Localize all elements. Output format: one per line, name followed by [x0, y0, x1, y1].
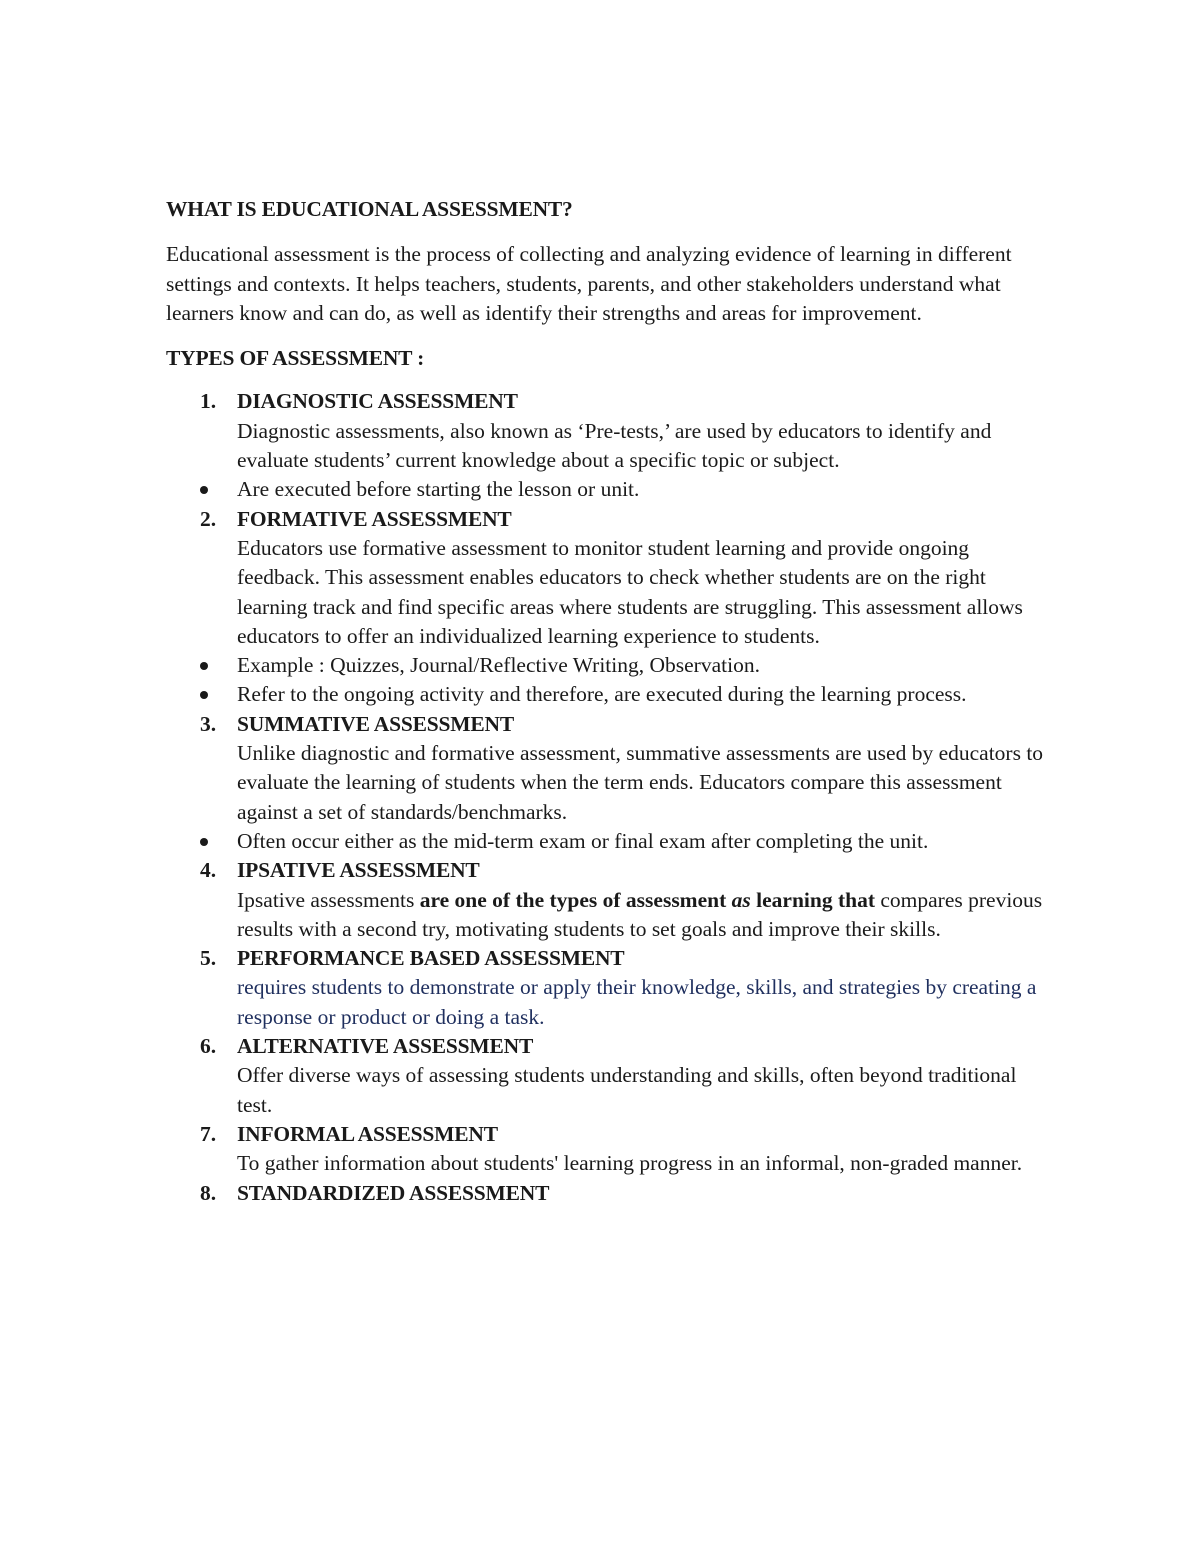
item-heading: SUMMATIVE ASSESSMENT [237, 711, 514, 736]
bullet-text: Example : Quizzes, Journal/Reflective Writing, Observation. [237, 653, 760, 678]
item-number: 3. [200, 711, 217, 736]
bullet-icon [200, 662, 208, 670]
bullet-list [166, 651, 1046, 710]
ipsative-desc-part2: compares previous results with a second try, motivating students to set goals and improve their skills. [237, 887, 1043, 941]
assessment-item-alternative [166, 1032, 1046, 1120]
assessment-item-standardized [166, 1179, 1046, 1208]
types-heading: TYPES OF ASSESSMENT : [166, 346, 425, 371]
item-description: requires students to demonstrate or apply their knowledge, skills, and strategies by creating a response or product or doing a task. [237, 975, 1037, 1029]
bullet-icon [200, 486, 208, 494]
document-title: WHAT IS EDUCATIONAL ASSESSMENT? [166, 197, 573, 221]
bullet-item [166, 651, 1046, 680]
ipsative-desc-part1: Ipsative assessments [237, 887, 420, 912]
bullet-text: Often occur either as the mid-term exam or final exam after completing the unit. [237, 828, 929, 853]
item-heading: STANDARDIZED ASSESSMENT [237, 1180, 550, 1205]
item-number: 5. [200, 946, 217, 971]
item-heading: IPSATIVE ASSESSMENT [237, 858, 480, 883]
bullet-item [166, 827, 1046, 856]
bullet-item [166, 475, 1046, 504]
assessment-item-performance [166, 944, 1046, 1032]
item-number: 2. [200, 506, 217, 531]
ipsative-desc-bold1: are one of the types of assessment [419, 887, 732, 912]
item-number: 4. [200, 858, 217, 883]
bullet-item [166, 680, 1046, 709]
bullet-text: Refer to the ongoing activity and therefore, are executed during the learning process. [237, 682, 967, 707]
bullet-text: Are executed before starting the lesson or unit. [237, 477, 640, 502]
ipsative-desc-italic: as [731, 887, 751, 912]
item-number: 6. [200, 1034, 217, 1059]
document-page [166, 195, 1046, 1208]
item-heading: INFORMAL ASSESSMENT [237, 1121, 498, 1146]
item-heading: ALTERNATIVE ASSESSMENT [237, 1034, 534, 1059]
ipsative-desc-bold2: learning that [750, 887, 875, 912]
item-heading: FORMATIVE ASSESSMENT [237, 506, 512, 531]
item-description: Unlike diagnostic and formative assessment, summative assessments are used by educators to evaluate the learning of students when the term ends. Educators compare this assessment against a set of standards/benchmarks. [237, 741, 1044, 824]
item-description: Diagnostic assessments, also known as ‘Pre-tests,’ are used by educators to identify and evaluate students’ current knowledge about a specific topic or subject. [237, 418, 992, 473]
bullet-list [166, 827, 1046, 856]
assessment-item-summative [166, 710, 1046, 827]
bullet-icon [200, 838, 208, 846]
bullet-list [166, 475, 1046, 504]
item-number: 8. [200, 1180, 217, 1205]
item-description: Educators use formative assessment to monitor student learning and provide ongoing feedback. This assessment enables educators to check whether students are on the right learning track and find specific areas where students are struggling. This assessment allows educators to offer an individualized learning experience to students. [237, 535, 1023, 648]
assessment-item-ipsative [166, 856, 1046, 944]
item-description: Offer diverse ways of assessing students understanding and skills, often beyond traditional test. [237, 1063, 1017, 1117]
intro-paragraph: Educational assessment is the process of collecting and analyzing evidence of learning in different settings and contexts. It helps teachers, students, parents, and other stakeholders understand what learners know and can do, as well as identify their strengths and areas for improvement. [166, 242, 1012, 325]
item-number: 1. [200, 389, 217, 414]
assessment-item-diagnostic [166, 387, 1046, 475]
item-heading: DIAGNOSTIC ASSESSMENT [237, 389, 518, 414]
bullet-icon [200, 691, 208, 699]
assessment-item-formative [166, 505, 1046, 651]
item-heading: PERFORMANCE BASED ASSESSMENT [237, 946, 625, 971]
assessment-item-informal [166, 1120, 1046, 1179]
item-description [237, 886, 1046, 945]
item-description: To gather information about students' learning progress in an informal, non-graded manner. [237, 1151, 1023, 1176]
item-number: 7. [200, 1121, 217, 1146]
